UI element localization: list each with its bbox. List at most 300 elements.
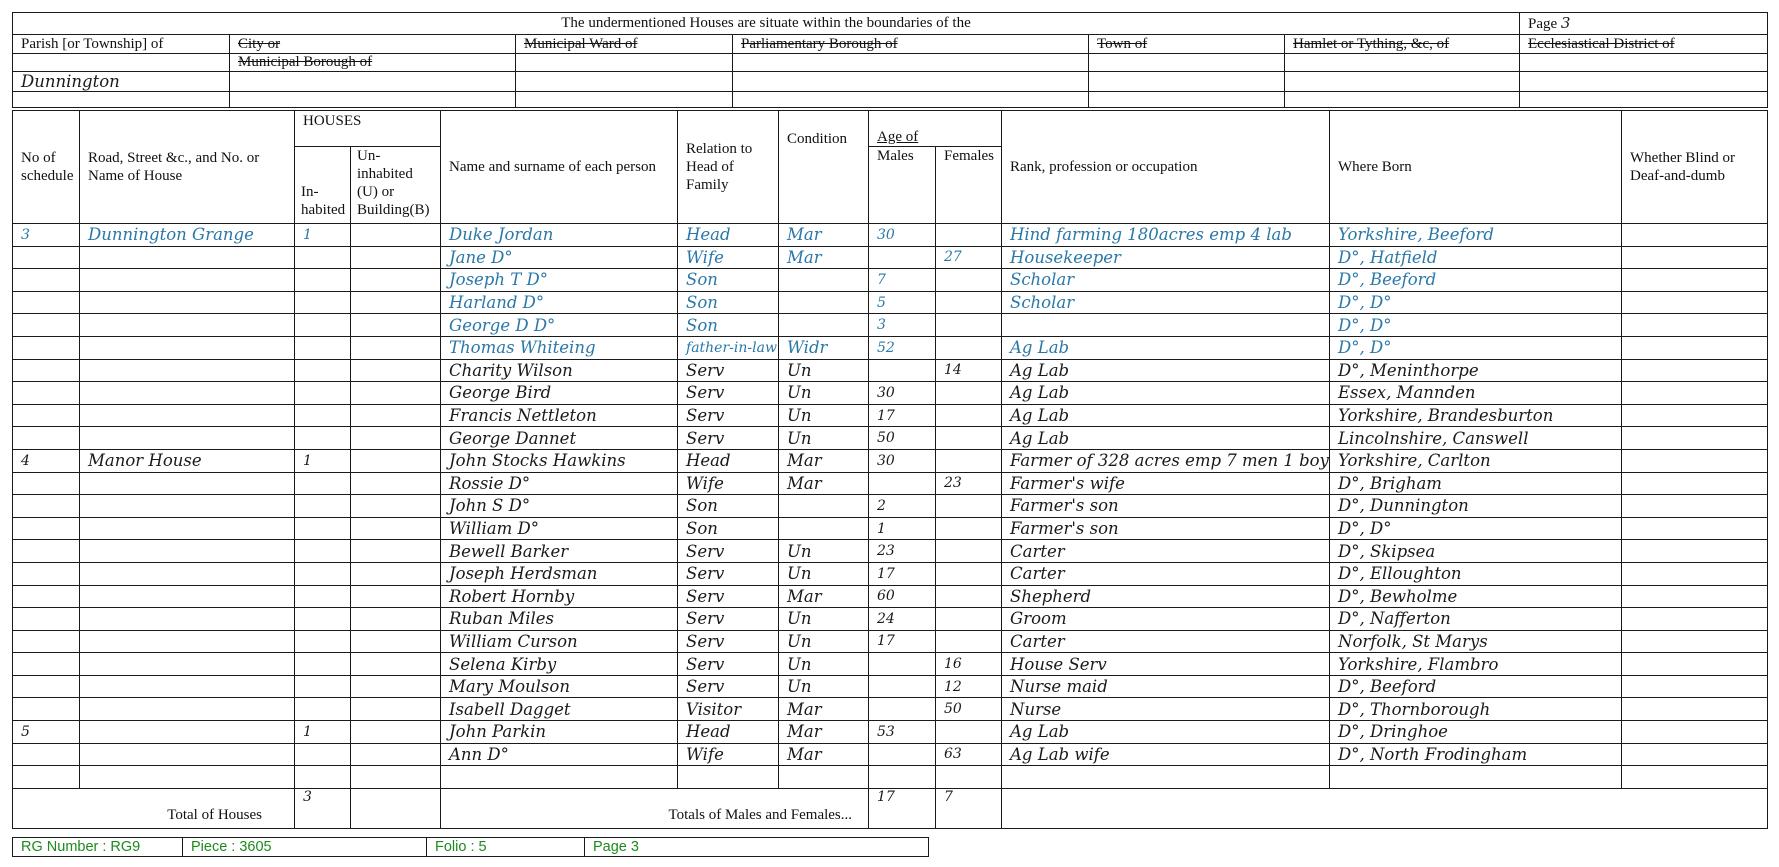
city-label: City or: [230, 35, 516, 54]
males-cell: [869, 359, 936, 382]
relation-cell: Wife: [678, 472, 779, 495]
name-cell: Joseph T D°: [441, 269, 678, 292]
road-cell: Manor House: [80, 449, 295, 472]
table-row: [13, 585, 1768, 608]
col-schedule: No of schedule: [13, 111, 80, 224]
table-row: [13, 517, 1768, 540]
inhabited-cell: [295, 359, 351, 382]
where-born-cell: D°, Skipsea: [1330, 540, 1622, 563]
occupation-cell: Carter: [1002, 630, 1330, 653]
header-table: [12, 12, 1768, 108]
ward-label: Municipal Ward of: [516, 35, 733, 54]
inhabited-cell: [295, 404, 351, 427]
uninhabited-cell: [351, 246, 441, 269]
col-road: Road, Street &c., and No. or Name of House: [80, 111, 295, 224]
uninhabited-cell: [351, 382, 441, 405]
table-row: [13, 291, 1768, 314]
schedule-cell: [13, 766, 80, 789]
totals-row: [13, 788, 1768, 828]
name-cell: Robert Hornby: [441, 585, 678, 608]
blind-cell: [1622, 562, 1768, 585]
road-cell: [80, 698, 295, 721]
males-cell: 17: [869, 562, 936, 585]
table-row: [13, 562, 1768, 585]
condition-cell: Un: [779, 608, 869, 631]
females-cell: [936, 291, 1002, 314]
inhabited-cell: 1: [295, 449, 351, 472]
schedule-cell: [13, 269, 80, 292]
road-cell: Dunnington Grange: [80, 224, 295, 247]
occupation-cell: Scholar: [1002, 269, 1330, 292]
rg-number: RG Number : RG9: [13, 838, 183, 857]
males-cell: 2: [869, 495, 936, 518]
relation-cell: father-in-law: [678, 336, 779, 359]
inhabited-cell: [295, 246, 351, 269]
name-cell: Francis Nettleton: [441, 404, 678, 427]
empty-cell: [1285, 72, 1520, 92]
males-cell: 30: [869, 382, 936, 405]
uninhabited-cell: [351, 698, 441, 721]
page-label-cell: [1520, 13, 1768, 35]
table-row: [13, 495, 1768, 518]
uninhabited-cell: [351, 291, 441, 314]
empty-cell: [1285, 92, 1520, 108]
empty-cell: [230, 72, 516, 92]
road-cell: [80, 630, 295, 653]
relation-cell: Son: [678, 269, 779, 292]
condition-cell: Un: [779, 630, 869, 653]
females-cell: [936, 540, 1002, 563]
schedule-cell: [13, 540, 80, 563]
road-cell: [80, 743, 295, 766]
females-cell: 12: [936, 675, 1002, 698]
road-cell: [80, 562, 295, 585]
table-row: [13, 224, 1768, 247]
inhabited-cell: [295, 675, 351, 698]
road-cell: [80, 721, 295, 744]
empty-cell: [516, 92, 733, 108]
empty-cell: [1520, 72, 1768, 92]
empty-cell: [1520, 92, 1768, 108]
uninhabited-cell: [351, 359, 441, 382]
uninhabited-cell: [351, 653, 441, 676]
relation-cell: Serv: [678, 585, 779, 608]
name-cell: William D°: [441, 517, 678, 540]
females-cell: [936, 404, 1002, 427]
schedule-cell: [13, 246, 80, 269]
females-cell: [936, 269, 1002, 292]
inhabited-cell: [295, 698, 351, 721]
table-row: [13, 608, 1768, 631]
table-row: [13, 382, 1768, 405]
table-row: [13, 743, 1768, 766]
occupation-cell: Ag Lab: [1002, 721, 1330, 744]
schedule-cell: [13, 517, 80, 540]
road-cell: [80, 675, 295, 698]
uninhabited-cell: [351, 495, 441, 518]
females-cell: [936, 314, 1002, 337]
blind-cell: [1622, 224, 1768, 247]
occupation-cell: Ag Lab wife: [1002, 743, 1330, 766]
col-relation: Relation to Head of Family: [678, 111, 779, 224]
inhabited-cell: [295, 336, 351, 359]
table-row: [13, 404, 1768, 427]
schedule-cell: [13, 653, 80, 676]
where-born-cell: D°, Thornborough: [1330, 698, 1622, 721]
relation-cell: Son: [678, 517, 779, 540]
inhabited-cell: [295, 653, 351, 676]
inhabited-cell: 1: [295, 224, 351, 247]
empty-cell: [230, 92, 516, 108]
total-houses-value: 3: [295, 788, 351, 828]
page-reference: Page 3: [585, 838, 929, 857]
where-born-cell: [1330, 766, 1622, 789]
table-row: [13, 359, 1768, 382]
table-row: [13, 449, 1768, 472]
empty-cell: [733, 92, 1089, 108]
schedule-cell: [13, 291, 80, 314]
occupation-cell: Groom: [1002, 608, 1330, 631]
blind-cell: [1622, 743, 1768, 766]
schedule-cell: [13, 630, 80, 653]
table-row: [13, 336, 1768, 359]
road-cell: [80, 540, 295, 563]
inhabited-cell: [295, 743, 351, 766]
name-cell: George Dannet: [441, 427, 678, 450]
males-cell: [869, 743, 936, 766]
relation-cell: Serv: [678, 653, 779, 676]
blind-cell: [1622, 630, 1768, 653]
males-cell: 1: [869, 517, 936, 540]
males-cell: 23: [869, 540, 936, 563]
schedule-cell: [13, 562, 80, 585]
relation-cell: Serv: [678, 675, 779, 698]
occupation-cell: Ag Lab: [1002, 427, 1330, 450]
males-cell: 30: [869, 224, 936, 247]
table-row: [13, 314, 1768, 337]
name-cell: Harland D°: [441, 291, 678, 314]
total-houses-label: Total of Houses: [13, 788, 295, 828]
condition-cell: [779, 269, 869, 292]
uninhabited-cell: [351, 721, 441, 744]
males-cell: 52: [869, 336, 936, 359]
name-cell: George D D°: [441, 314, 678, 337]
empty-cell: [1089, 72, 1285, 92]
road-cell: [80, 653, 295, 676]
males-cell: 30: [869, 449, 936, 472]
schedule-cell: 5: [13, 721, 80, 744]
blind-cell: [1622, 336, 1768, 359]
census-rows: [13, 224, 1768, 789]
name-cell: Ruban Miles: [441, 608, 678, 631]
inhabited-cell: [295, 608, 351, 631]
col-inhabited: In-habited: [295, 147, 351, 224]
females-cell: [936, 427, 1002, 450]
road-cell: [80, 269, 295, 292]
empty-cell: [13, 54, 230, 72]
occupation-cell: Hind farming 180acres emp 4 lab: [1002, 224, 1330, 247]
females-cell: [936, 336, 1002, 359]
condition-cell: Un: [779, 653, 869, 676]
col-houses: HOUSES: [295, 111, 441, 147]
blind-cell: [1622, 675, 1768, 698]
blind-cell: [1622, 359, 1768, 382]
males-cell: 17: [869, 630, 936, 653]
empty-cell: [516, 72, 733, 92]
condition-cell: [779, 766, 869, 789]
condition-cell: Mar: [779, 246, 869, 269]
hamlet-label: Hamlet or Tything, &c, of: [1285, 35, 1520, 54]
road-cell: [80, 336, 295, 359]
col-blind: Whether Blind or Deaf-and-dumb: [1622, 111, 1768, 224]
parliamentary-label: Parliamentary Borough of: [733, 35, 1089, 54]
where-born-cell: D°, Dringhoe: [1330, 721, 1622, 744]
relation-cell: Son: [678, 291, 779, 314]
relation-cell: Serv: [678, 427, 779, 450]
table-row: [13, 630, 1768, 653]
road-cell: [80, 314, 295, 337]
relation-cell: Head: [678, 721, 779, 744]
schedule-cell: [13, 404, 80, 427]
inhabited-cell: [295, 427, 351, 450]
where-born-cell: D°, Dunnington: [1330, 495, 1622, 518]
relation-cell: Wife: [678, 246, 779, 269]
ecclesiastical-label: Ecclesiastical District of: [1520, 35, 1768, 54]
name-cell: [441, 766, 678, 789]
name-cell: Joseph Herdsman: [441, 562, 678, 585]
schedule-cell: [13, 382, 80, 405]
females-cell: [936, 562, 1002, 585]
blind-cell: [1622, 495, 1768, 518]
blind-cell: [1622, 472, 1768, 495]
where-born-cell: D°, Brigham: [1330, 472, 1622, 495]
where-born-cell: D°, D°: [1330, 314, 1622, 337]
where-born-cell: Lincolnshire, Canswell: [1330, 427, 1622, 450]
name-cell: Isabell Dagget: [441, 698, 678, 721]
blind-cell: [1622, 382, 1768, 405]
empty-cell: [1002, 788, 1768, 828]
empty-cell: [733, 54, 1089, 72]
condition-cell: Mar: [779, 472, 869, 495]
where-born-cell: Yorkshire, Beeford: [1330, 224, 1622, 247]
inhabited-cell: [295, 291, 351, 314]
empty-cell: [1089, 54, 1285, 72]
uninhabited-cell: [351, 269, 441, 292]
relation-cell: Serv: [678, 540, 779, 563]
females-cell: [936, 585, 1002, 608]
where-born-cell: D°, North Frodingham: [1330, 743, 1622, 766]
name-cell: Ann D°: [441, 743, 678, 766]
females-cell: [936, 721, 1002, 744]
empty-cell: [13, 92, 230, 108]
where-born-cell: Essex, Mannden: [1330, 382, 1622, 405]
name-cell: Bewell Barker: [441, 540, 678, 563]
municipal-borough-label: Municipal Borough of: [230, 54, 516, 72]
uninhabited-cell: [351, 585, 441, 608]
col-name: Name and surname of each person: [441, 111, 678, 224]
where-born-cell: Yorkshire, Carlton: [1330, 449, 1622, 472]
condition-cell: Un: [779, 427, 869, 450]
females-cell: 23: [936, 472, 1002, 495]
females-cell: [936, 449, 1002, 472]
empty-cell: [1285, 54, 1520, 72]
occupation-cell: Shepherd: [1002, 585, 1330, 608]
blind-cell: [1622, 517, 1768, 540]
relation-cell: [678, 766, 779, 789]
relation-cell: Serv: [678, 608, 779, 631]
occupation-cell: Ag Lab: [1002, 382, 1330, 405]
blind-cell: [1622, 314, 1768, 337]
occupation-cell: House Serv: [1002, 653, 1330, 676]
inhabited-cell: [295, 495, 351, 518]
where-born-cell: Norfolk, St Marys: [1330, 630, 1622, 653]
condition-cell: Mar: [779, 743, 869, 766]
relation-cell: Serv: [678, 382, 779, 405]
name-cell: Mary Moulson: [441, 675, 678, 698]
uninhabited-cell: [351, 427, 441, 450]
where-born-cell: D°, Elloughton: [1330, 562, 1622, 585]
males-cell: [869, 246, 936, 269]
blind-cell: [1622, 653, 1768, 676]
census-page: [12, 12, 1768, 829]
females-cell: [936, 224, 1002, 247]
relation-cell: Serv: [678, 630, 779, 653]
schedule-cell: [13, 495, 80, 518]
females-cell: 50: [936, 698, 1002, 721]
females-cell: 16: [936, 653, 1002, 676]
blind-cell: [1622, 269, 1768, 292]
where-born-cell: D°, Bewholme: [1330, 585, 1622, 608]
total-females-value: 7: [936, 788, 1002, 828]
inhabited-cell: [295, 472, 351, 495]
blind-cell: [1622, 766, 1768, 789]
reference-footer: [12, 837, 929, 857]
condition-cell: Mar: [779, 585, 869, 608]
table-row: [13, 427, 1768, 450]
road-cell: [80, 382, 295, 405]
schedule-cell: [13, 314, 80, 337]
uninhabited-cell: [351, 404, 441, 427]
occupation-cell: Farmer's son: [1002, 495, 1330, 518]
table-row: [13, 653, 1768, 676]
blind-cell: [1622, 608, 1768, 631]
occupation-cell: Nurse: [1002, 698, 1330, 721]
schedule-cell: [13, 675, 80, 698]
occupation-cell: [1002, 766, 1330, 789]
uninhabited-cell: [351, 608, 441, 631]
females-cell: [936, 495, 1002, 518]
females-cell: [936, 382, 1002, 405]
uninhabited-cell: [351, 540, 441, 563]
uninhabited-cell: [351, 224, 441, 247]
relation-cell: Visitor: [678, 698, 779, 721]
table-row: [13, 246, 1768, 269]
males-cell: 5: [869, 291, 936, 314]
where-born-cell: D°, Hatfield: [1330, 246, 1622, 269]
piece-number: Piece : 3605: [183, 838, 427, 857]
schedule-cell: [13, 743, 80, 766]
females-cell: [936, 766, 1002, 789]
name-cell: George Bird: [441, 382, 678, 405]
col-females: Females: [936, 147, 1002, 224]
condition-cell: Mar: [779, 224, 869, 247]
col-uninhabited: Un-inhabited (U) or Building(B): [351, 147, 441, 224]
females-cell: 14: [936, 359, 1002, 382]
condition-cell: Un: [779, 404, 869, 427]
condition-cell: [779, 314, 869, 337]
condition-cell: Un: [779, 562, 869, 585]
where-born-cell: D°, D°: [1330, 517, 1622, 540]
parish-value: Dunnington: [13, 72, 230, 92]
blind-cell: [1622, 698, 1768, 721]
table-row: [13, 540, 1768, 563]
col-males: Males: [869, 147, 936, 224]
males-cell: 24: [869, 608, 936, 631]
occupation-cell: [1002, 314, 1330, 337]
empty-cell: [351, 788, 441, 828]
name-cell: Jane D°: [441, 246, 678, 269]
occupation-cell: Farmer's wife: [1002, 472, 1330, 495]
uninhabited-cell: [351, 630, 441, 653]
inhabited-cell: [295, 269, 351, 292]
males-cell: [869, 653, 936, 676]
occupation-cell: Ag Lab: [1002, 404, 1330, 427]
table-row: [13, 766, 1768, 789]
table-row: [13, 269, 1768, 292]
road-cell: [80, 495, 295, 518]
where-born-cell: D°, Meninthorpe: [1330, 359, 1622, 382]
road-cell: [80, 291, 295, 314]
occupation-cell: Farmer's son: [1002, 517, 1330, 540]
name-cell: Rossie D°: [441, 472, 678, 495]
where-born-cell: D°, D°: [1330, 291, 1622, 314]
inhabited-cell: [295, 314, 351, 337]
empty-cell: [1089, 92, 1285, 108]
inhabited-cell: [295, 766, 351, 789]
name-cell: John S D°: [441, 495, 678, 518]
inhabited-cell: 1: [295, 721, 351, 744]
name-cell: John Stocks Hawkins: [441, 449, 678, 472]
road-cell: [80, 246, 295, 269]
schedule-cell: [13, 585, 80, 608]
inhabited-cell: [295, 517, 351, 540]
table-row: [13, 698, 1768, 721]
occupation-cell: Farmer of 328 acres emp 7 men 1 boy: [1002, 449, 1330, 472]
males-cell: 17: [869, 404, 936, 427]
schedule-cell: [13, 698, 80, 721]
name-cell: William Curson: [441, 630, 678, 653]
females-cell: [936, 517, 1002, 540]
inhabited-cell: [295, 540, 351, 563]
males-cell: [869, 766, 936, 789]
females-cell: 27: [936, 246, 1002, 269]
uninhabited-cell: [351, 314, 441, 337]
relation-cell: Son: [678, 495, 779, 518]
occupation-cell: Scholar: [1002, 291, 1330, 314]
condition-cell: Mar: [779, 449, 869, 472]
females-cell: 63: [936, 743, 1002, 766]
schedule-cell: [13, 472, 80, 495]
relation-cell: Head: [678, 224, 779, 247]
relation-cell: Head: [678, 449, 779, 472]
name-cell: Duke Jordan: [441, 224, 678, 247]
schedule-cell: [13, 336, 80, 359]
schedule-cell: [13, 427, 80, 450]
col-condition: Condition: [779, 111, 869, 224]
folio-number: Folio : 5: [427, 838, 585, 857]
blind-cell: [1622, 404, 1768, 427]
uninhabited-cell: [351, 766, 441, 789]
